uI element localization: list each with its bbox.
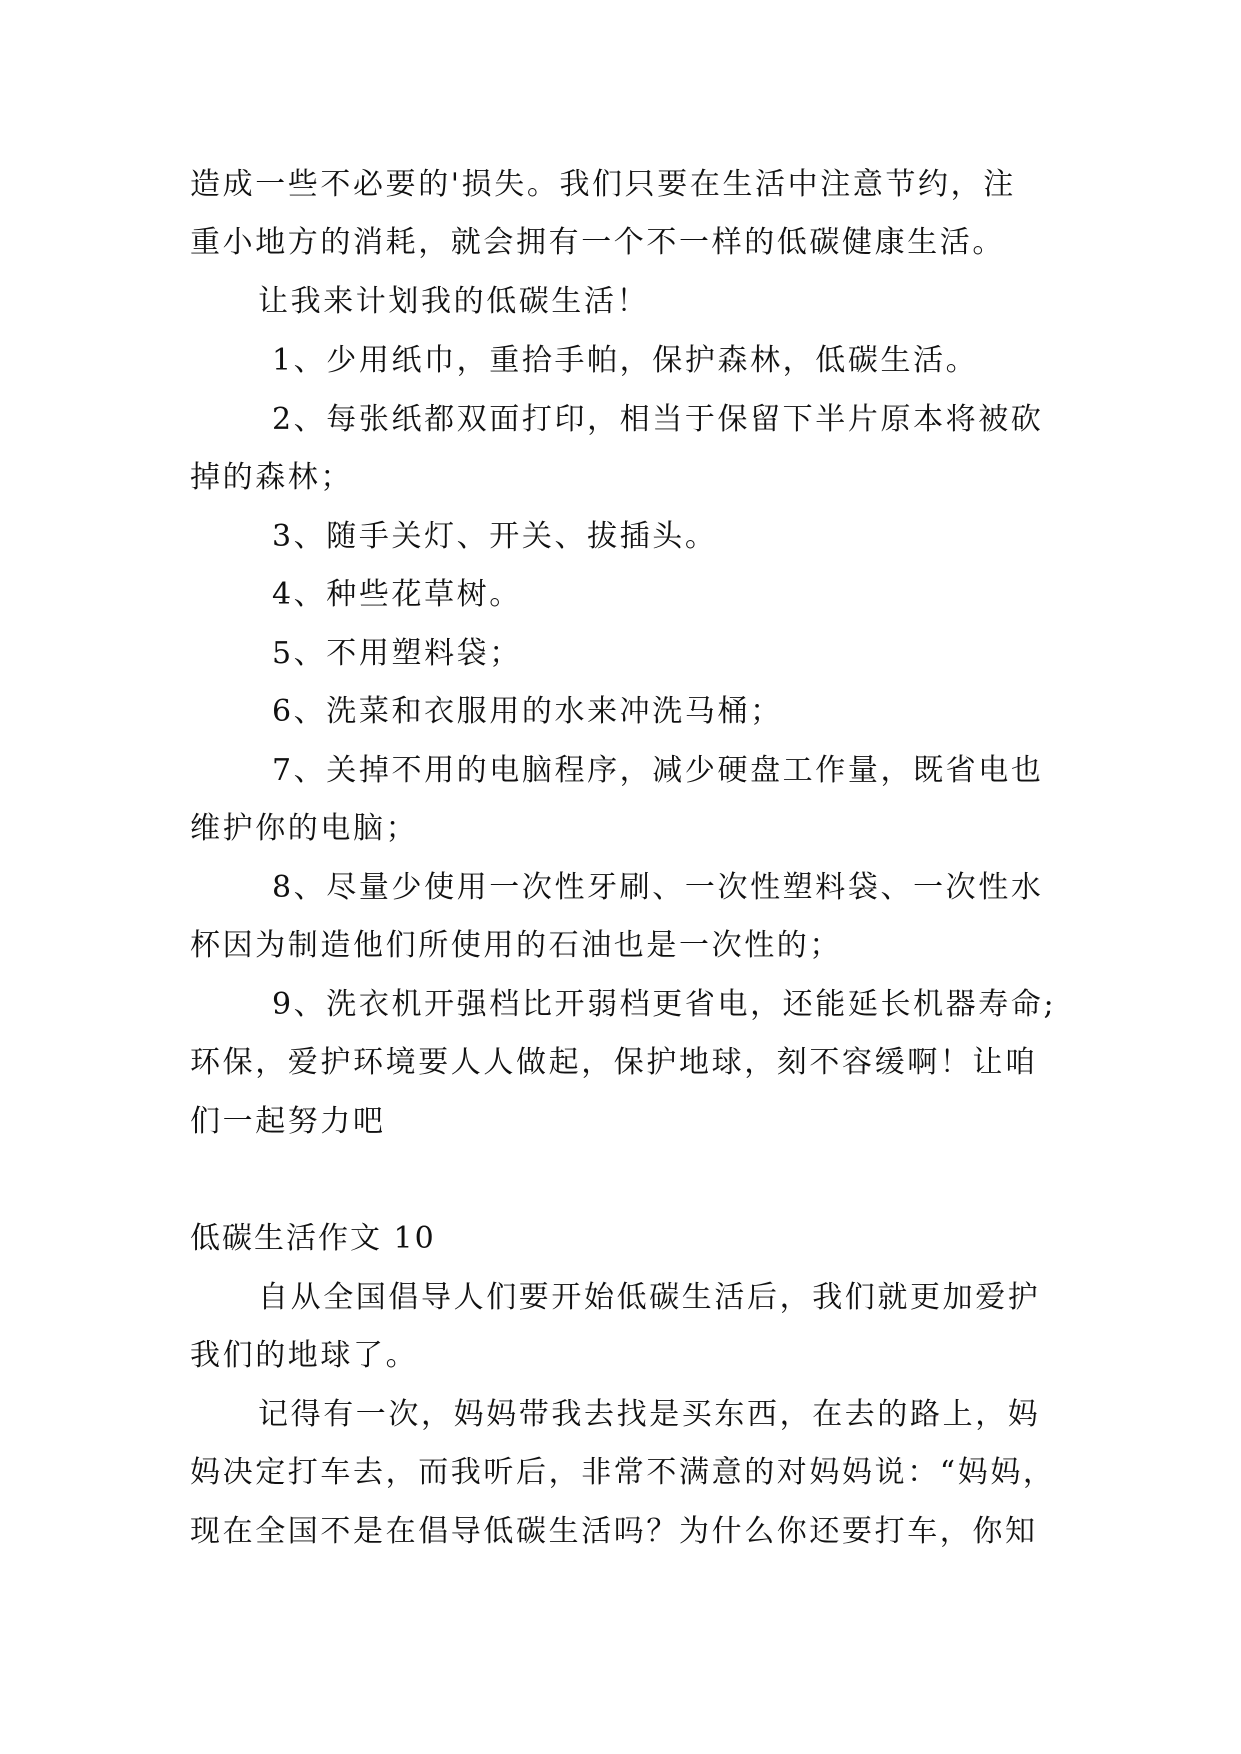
paragraph-line: 重小地方的消耗，就会拥有一个不一样的低碳健康生活。 [190,225,1005,260]
list-item: 2、每张纸都双面打印，相当于保留下半片原本将被砍 [272,402,1044,437]
section-heading: 低碳生活作文 10 [190,1221,436,1256]
paragraph-line: 们一起努力吧 [190,1104,386,1139]
list-item: 5、不用塑料袋； [272,636,522,671]
list-item: 4、种些花草树。 [272,577,522,612]
list-item: 6、洗菜和衣服用的水来冲洗马桶； [272,694,783,729]
paragraph-line: 杯因为制造他们所使用的石油也是一次性的； [190,928,842,963]
paragraph-line: 自从全国倡导人们要开始低碳生活后，我们就更加爱护 [258,1280,1041,1315]
paragraph-line: 环保，爱护环境要人人做起，保护地球，刻不容缓啊！让咱 [190,1045,1038,1080]
paragraph-line: 造成一些不必要的'损失。我们只要在生活中注意节约，注 [190,167,1016,202]
list-item: 8、尽量少使用一次性牙刷、一次性塑料袋、一次性水 [272,870,1044,905]
paragraph-line: 掉的森林； [190,460,353,495]
list-item: 3、随手关灯、开关、拔插头。 [272,519,718,554]
paragraph-line: 我们的地球了。 [190,1338,419,1373]
paragraph-line: 记得有一次，妈妈带我去找是买东西，在去的路上，妈 [258,1397,1041,1432]
paragraph-line: 现在全国不是在倡导低碳生活吗？为什么你还要打车，你知 [190,1514,1038,1549]
list-item: 9、洗衣机开强档比开弱档更省电，还能延长机器寿命; [272,987,1057,1022]
paragraph-line: 妈决定打车去，而我听后，非常不满意的对妈妈说：“妈妈， [190,1455,1056,1490]
list-item: 1、少用纸巾，重拾手帕，保护森林，低碳生活。 [272,343,979,378]
list-item: 7、关掉不用的电脑程序，减少硬盘工作量，既省电也 [272,753,1044,788]
paragraph-line: 让我来计划我的低碳生活！ [258,284,650,319]
paragraph-line: 维护你的电脑； [190,811,419,846]
